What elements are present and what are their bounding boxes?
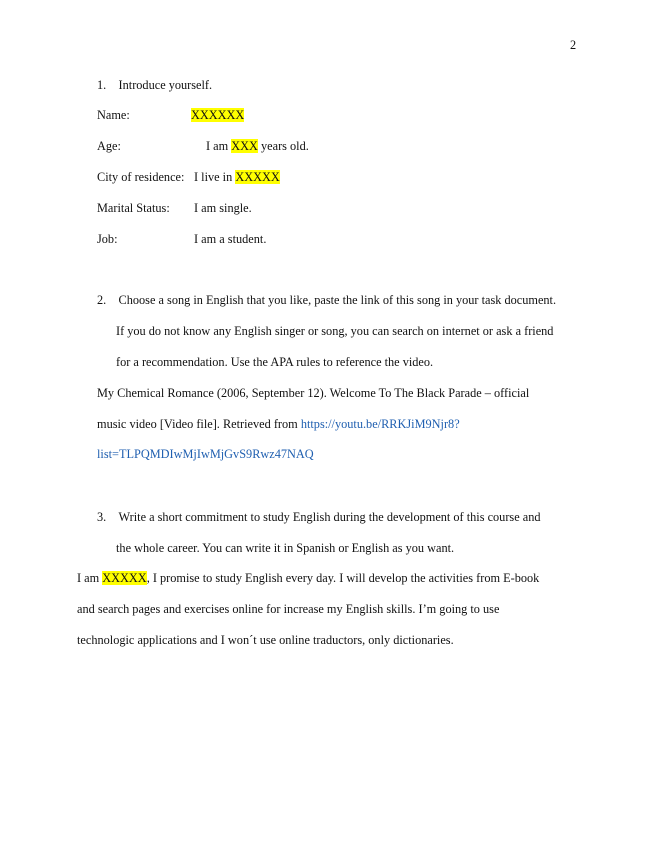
section2-line2: If you do not know any English singer or song, you can search on internet or ask a friend [116, 324, 554, 338]
section3-number: 3. [97, 510, 107, 524]
commitment-placeholder: XXXXX [102, 571, 147, 585]
commitment-line3: technologic applications and I won´t use online traductors, only dictionaries. [77, 633, 454, 647]
reference-text: music video [Video file]. Retrieved from [97, 417, 301, 431]
commitment-line2: and search pages and exercises online for increase my English skills. I’m going to use [77, 602, 500, 616]
commitment-line1 [77, 570, 539, 586]
age-value [206, 138, 309, 154]
city-label: City of residence: [97, 170, 185, 184]
age-placeholder: XXX [231, 139, 258, 153]
commitment-pre: I am [77, 571, 103, 585]
city-value-pre: I live in [194, 170, 236, 184]
section3-text1: Write a short commitment to study English during the development of this course and [118, 510, 541, 524]
reference-line1: My Chemical Romance (2006, September 12). Welcome To The Black Parade – official [97, 386, 530, 400]
reference-link[interactable]: https://youtu.be/RRKJiM9Njr8? [300, 417, 460, 431]
page-number: 2 [570, 38, 577, 52]
name-placeholder: XXXXXX [191, 108, 245, 122]
age-value-post: years old. [257, 139, 309, 153]
section2-number: 2. [97, 293, 107, 307]
section3-line2: the whole career. You can write it in Spanish or English as you want. [116, 541, 455, 555]
city-value [194, 169, 280, 185]
section2-line1 [97, 292, 556, 308]
section2-text1: Choose a song in English that you like, paste the link of this song in your task document. [118, 293, 557, 307]
reference-link-continued[interactable]: list=TLPQMDIwMjIwMjGvS9Rwz47NAQ [97, 447, 314, 461]
section1-heading [97, 77, 212, 93]
name-value [191, 107, 244, 123]
commitment-post: , I promise to study English every day. I will develop the activities from E-book [146, 571, 540, 585]
job-label: Job: [97, 232, 118, 246]
marital-label: Marital Status: [97, 201, 170, 215]
reference-line2 [97, 416, 460, 432]
section1-number: 1. [97, 78, 107, 92]
age-value-pre: I am [206, 139, 232, 153]
section1-heading-text: Introduce yourself. [118, 78, 213, 92]
age-label: Age: [97, 139, 121, 153]
city-placeholder: XXXXX [235, 170, 280, 184]
section2-line3: for a recommendation. Use the APA rules to reference the video. [116, 355, 434, 369]
section3-line1 [97, 509, 541, 525]
job-value: I am a student. [194, 232, 267, 246]
name-label: Name: [97, 108, 130, 122]
marital-value: I am single. [194, 201, 252, 215]
